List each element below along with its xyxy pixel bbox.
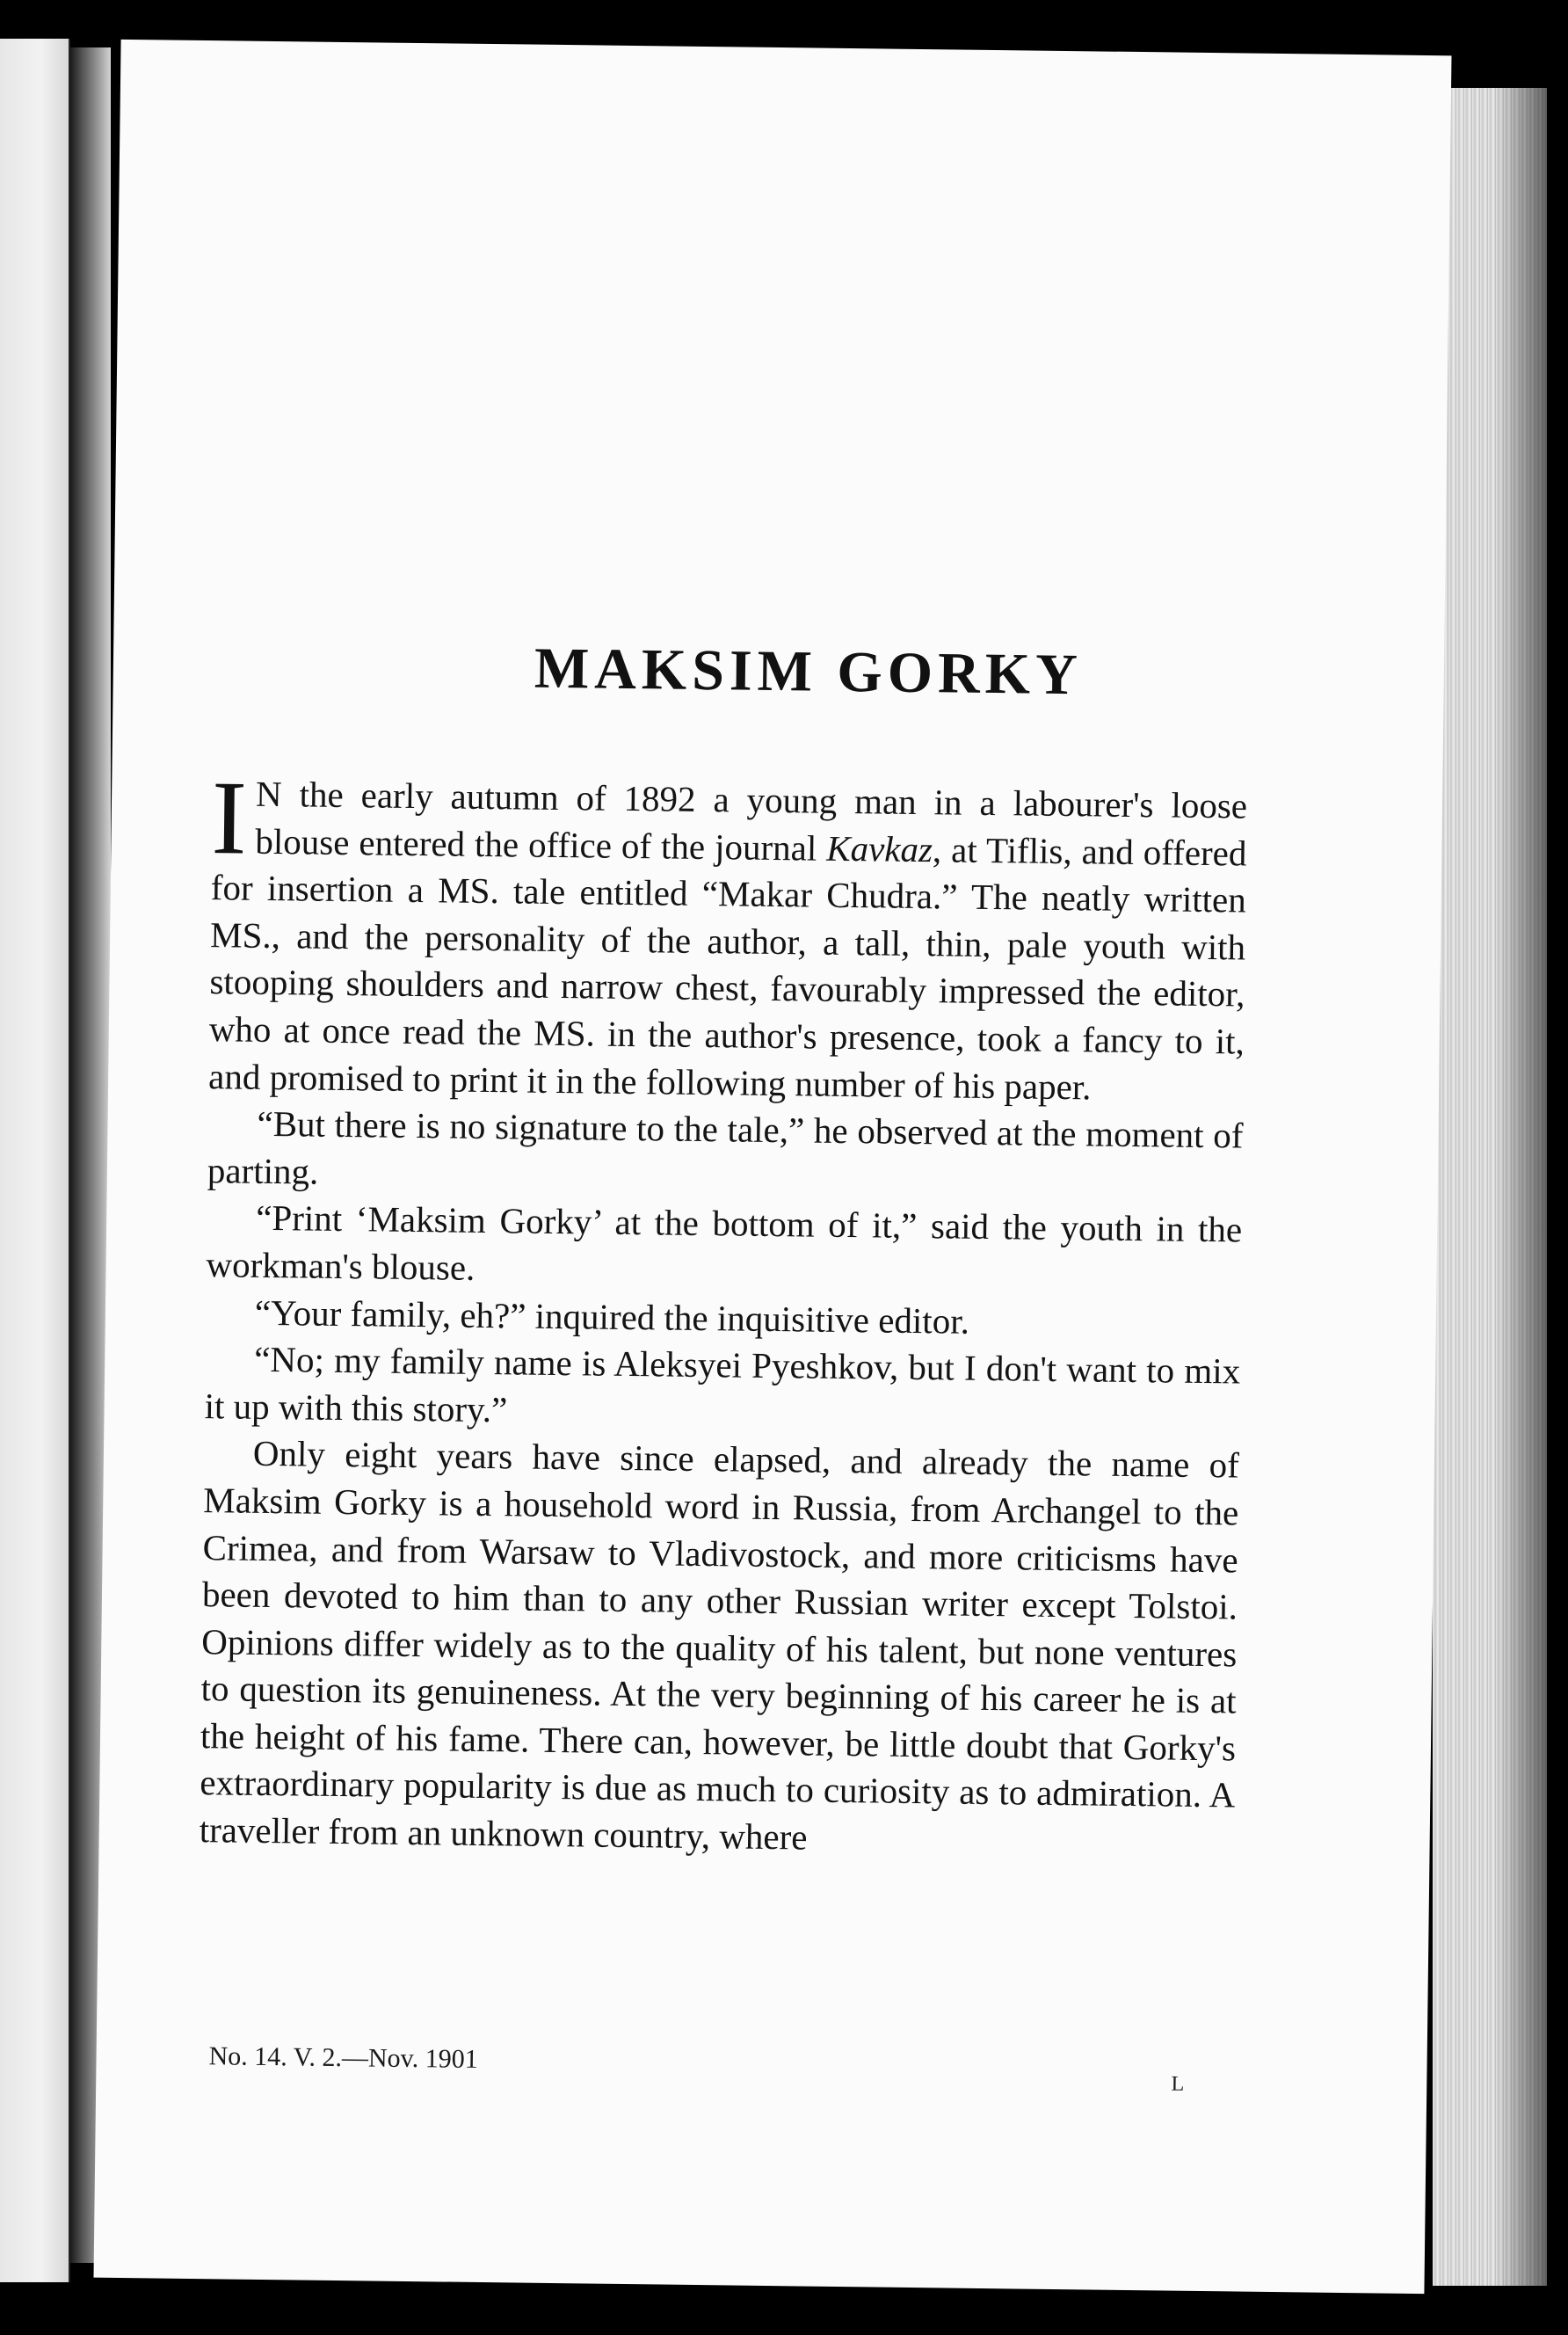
paragraph: “Your family, eh?” inquired the inquisitive editor.: [254, 1291, 970, 1342]
paragraph: “No; my family name is Aleksyei Pyeshkov, but I don't want to mix it up with this story.”: [204, 1338, 1241, 1430]
paragraph: “But there is no signature to the tale,” he observed at the moment of parting.: [207, 1102, 1244, 1192]
article-body: [199, 759, 1248, 1866]
paragraph: Only eight years have since elapsed, and already the name of Maksim Gorky is a household word in Russia, from Archangel to the Crimea, and from Warsaw to Vladivostock, and more criticisms have been devoted to him than to any other Russian writer except Tolstoi. Opinions differ widely as to the quality of his talent, but none ventures to question its genuineness. At the very beginning of his career he is at the height of his fame. There can, however, be little doubt that Gorky's extraordinary popularity is due as much to curiosity as to admiration. A traveller from an unknown country, where: [199, 1433, 1240, 1858]
signature-mark: L: [1171, 2072, 1185, 2096]
page-footer: [208, 2041, 1246, 2096]
page-edge-shadow: [1494, 88, 1547, 2286]
paragraph: “Print ‘Maksim Gorky’ at the bottom of it,” said the youth in the workman's blouse.: [206, 1197, 1243, 1288]
journal-name: Kavkaz: [825, 827, 933, 869]
opening-text-end: , at Tiflis, and offered for insertion a MS. tale entitled “Makar Chudra.” The neatly written MS., and the personality of the author, a tall, thin, pale youth with stooping shoulders and narrow chest, favourably impressed the editor, who at once read the MS. in the author's presence, took a fancy to it, and promised to print it in the following number of his paper.: [207, 828, 1247, 1107]
book-page: [94, 40, 1452, 2294]
paragraph-opening: [207, 759, 1248, 1113]
article-title: MAKSIM GORKY: [534, 636, 1084, 708]
drop-cap: I: [210, 759, 248, 877]
opening-text: N the early autumn of 1892 a young man in a labourer's loose blouse entered the office of the journal: [255, 773, 1248, 869]
previous-page-edge: [0, 39, 70, 2282]
issue-line: No. 14. V. 2.—Nov. 1901: [208, 2041, 478, 2074]
